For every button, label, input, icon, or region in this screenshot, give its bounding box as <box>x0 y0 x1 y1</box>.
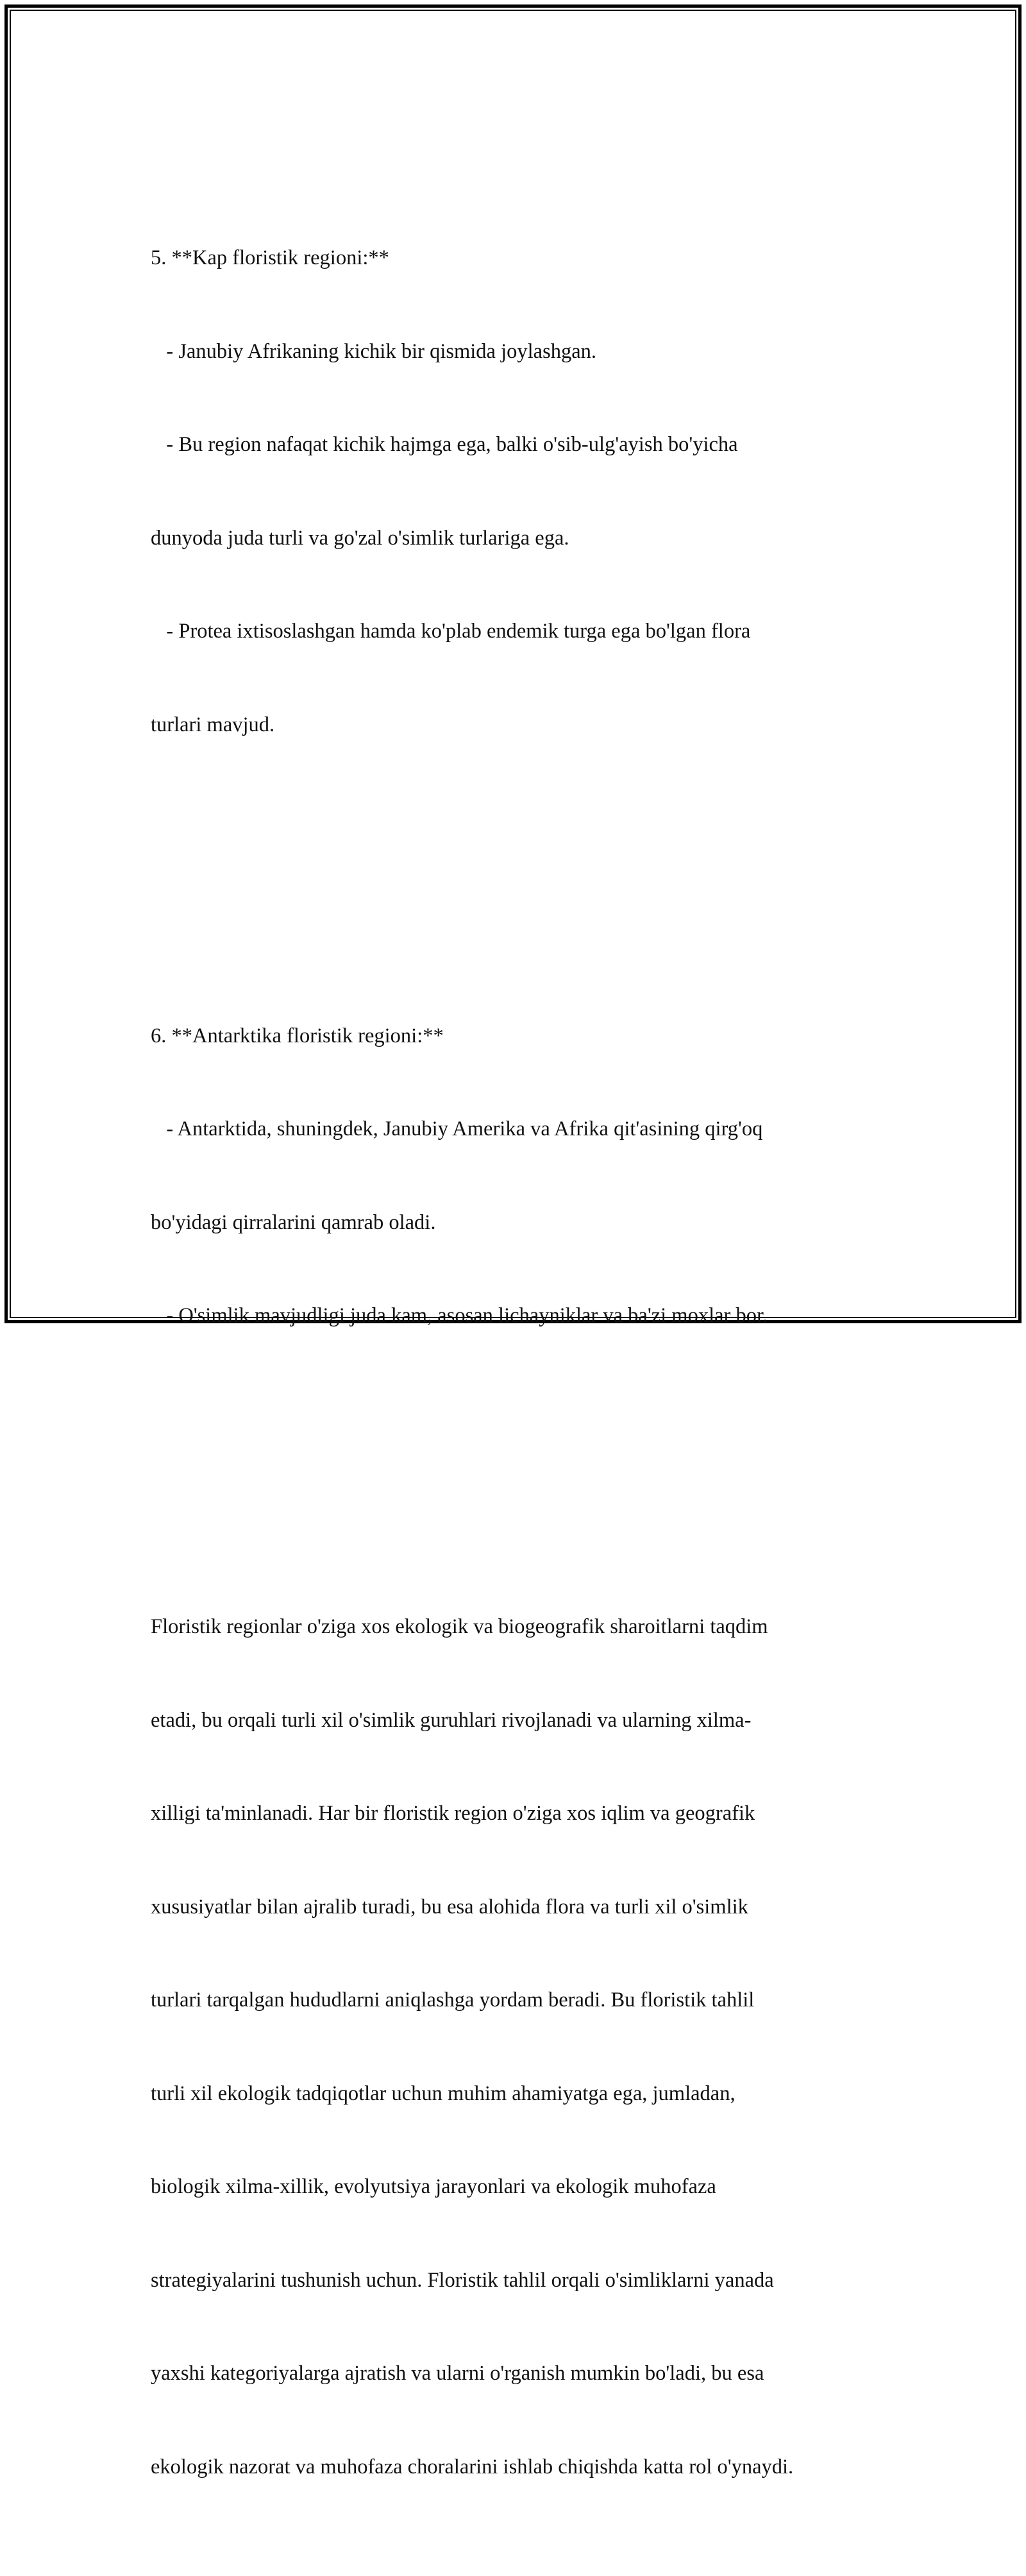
text-line: Floristik regionlar o'ziga xos ekologik va biogeografik sharoitlarni taqdim <box>151 1615 768 1638</box>
section-heading: 5. **Kap floristik regioni:** <box>151 246 389 269</box>
text-line: dunyoda juda turli va go'zal o'simlik turlariga ega. <box>151 526 569 550</box>
section-antarktika-region <box>151 958 920 1394</box>
conclusion-paragraph <box>151 1549 920 2545</box>
text-line: turlari tarqalgan hududlarni aniqlashga yordam beradi. Bu floristik tahlil <box>151 1988 755 2012</box>
text-line: etadi, bu orqali turli xil o'simlik guruhlari rivojlanadi va ularning xilma- <box>151 1708 752 1732</box>
text-line: strategiyalarini tushunish uchun. Floristik tahlil orqali o'simliklarni yanada <box>151 2268 774 2292</box>
section-kap-region <box>151 180 920 802</box>
text-line: xilligi ta'minlanadi. Har bir floristik region o'ziga xos iqlim va geografik <box>151 1802 755 1825</box>
text-line: - Antarktida, shuningdek, Janubiy Amerika va Afrika qit'asining qirg'oq <box>151 1117 763 1140</box>
text-line: - Protea ixtisoslashgan hamda ko'plab endemik turga ega bo'lgan flora <box>151 620 751 643</box>
text-line: - Janubiy Afrikaning kichik bir qismida joylashgan. <box>151 339 597 363</box>
paragraph-spacer <box>151 1456 920 1487</box>
document-body <box>151 118 920 2576</box>
text-line: yaxshi kategoriyalarga ajratish va ularni o'rganish mumkin bo'ladi, bu esa <box>151 2362 764 2385</box>
text-line: turli xil ekologik tadqiqotlar uchun muhim ahamiyatga ega, jumladan, <box>151 2081 736 2105</box>
text-line: xususiyatlar bilan ajralib turadi, bu esa alohida flora va turli xil o'simlik <box>151 1895 748 1919</box>
text-line: ekologik nazorat va muhofaza choralarini ishlab chiqishda katta rol o'ynaydi. <box>151 2455 794 2479</box>
text-line: - Bu region nafaqat kichik hajmga ega, balki o'sib-ulg'ayish bo'yicha <box>151 433 738 456</box>
section-heading: 6. **Antarktika floristik regioni:** <box>151 1024 444 1047</box>
text-line: turlari mavjud. <box>151 713 275 736</box>
paragraph-spacer <box>151 865 920 896</box>
text-line: biologik xilma-xillik, evolyutsiya jarayonlari va ekologik muhofaza <box>151 2175 716 2198</box>
text-line: bo'yidagi qirralarini qamrab oladi. <box>151 1210 436 1234</box>
text-line: - O'simlik mavjudligi juda kam, asosan lichayniklar va ba'zi moxlar bor. <box>151 1304 768 1327</box>
